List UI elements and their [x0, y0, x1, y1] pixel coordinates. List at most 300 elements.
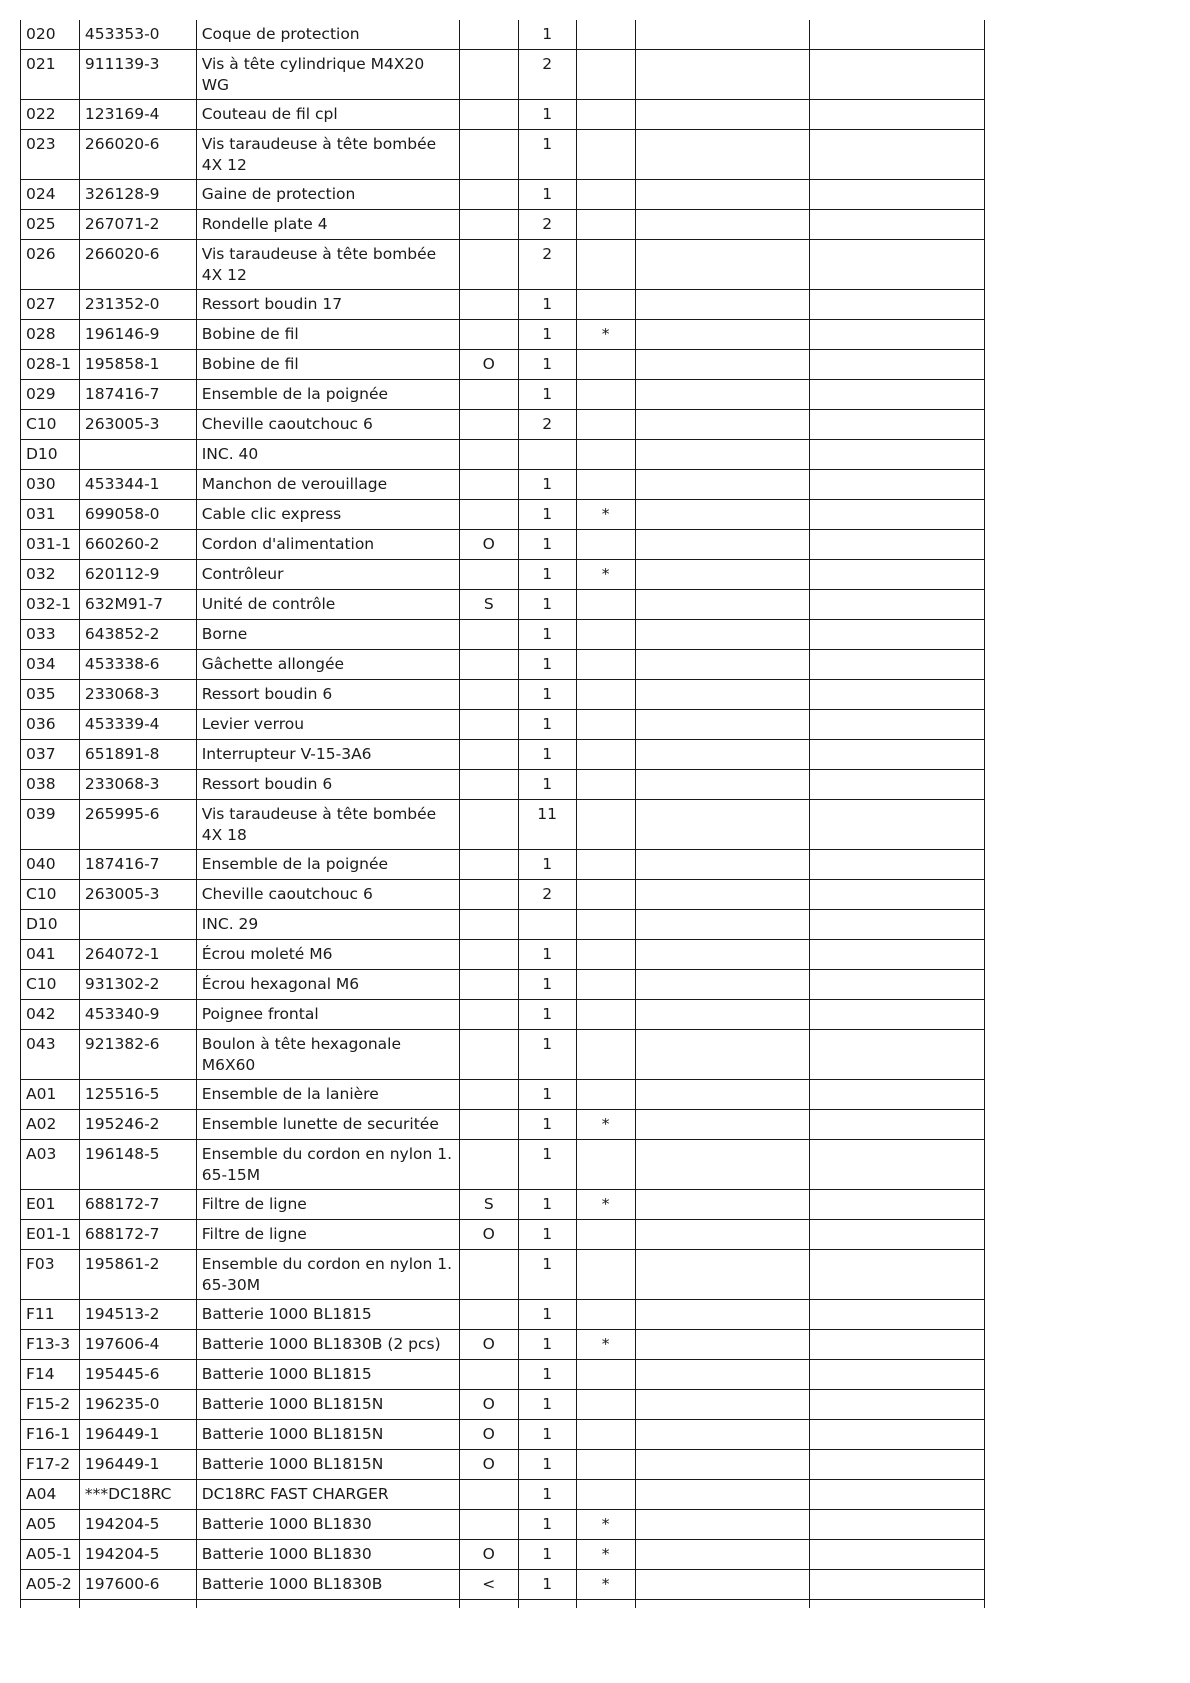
type-code-cell — [459, 1110, 518, 1140]
mark-cell — [576, 20, 635, 50]
empty-cell — [635, 1480, 810, 1510]
empty-cell — [635, 590, 810, 620]
description-cell: Bobine de fil — [196, 320, 459, 350]
empty-cell — [635, 130, 810, 180]
mark-cell — [576, 1030, 635, 1080]
description-cell: INC. 29 — [196, 910, 459, 940]
part-number-cell: 195445-6 — [79, 1360, 196, 1390]
empty-cell — [635, 650, 810, 680]
part-number-cell: 196449-1 — [79, 1420, 196, 1450]
empty-cell — [635, 1220, 810, 1250]
quantity-cell: 1 — [518, 850, 576, 880]
item-number-cell: 030 — [21, 470, 80, 500]
mark-cell — [576, 940, 635, 970]
empty-cell — [635, 680, 810, 710]
table-row — [21, 1510, 985, 1540]
part-number-cell: 125516-5 — [79, 1080, 196, 1110]
empty-cell — [810, 180, 985, 210]
type-code-cell — [459, 970, 518, 1000]
description-cell: Batterie 1000 BL1815N — [196, 1390, 459, 1420]
item-number-cell: 026 — [21, 240, 80, 290]
empty-cell — [810, 1510, 985, 1540]
quantity-cell: 1 — [518, 1140, 576, 1190]
part-number-cell: 620112-9 — [79, 560, 196, 590]
parts-list-page — [20, 20, 985, 1608]
part-number-cell: 194204-5 — [79, 1540, 196, 1570]
table-row — [21, 620, 985, 650]
table-row — [21, 590, 985, 620]
mark-cell — [576, 240, 635, 290]
empty-cell — [635, 440, 810, 470]
empty-cell — [810, 1140, 985, 1190]
description-cell: Vis taraudeuse à tête bombée 4X 12 — [196, 240, 459, 290]
item-number-cell: A02 — [21, 1110, 80, 1140]
table-row — [21, 50, 985, 100]
table-row — [21, 1000, 985, 1030]
mark-cell — [576, 910, 635, 940]
item-number-cell: E01 — [21, 1190, 80, 1220]
description-cell: Borne — [196, 620, 459, 650]
type-code-cell — [459, 440, 518, 470]
description-cell: Poignee frontal — [196, 1000, 459, 1030]
empty-cell — [635, 290, 810, 320]
mark-cell — [576, 380, 635, 410]
type-code-cell — [459, 1250, 518, 1300]
mark-cell — [576, 1480, 635, 1510]
part-number-cell: 195858-1 — [79, 350, 196, 380]
empty-cell — [635, 940, 810, 970]
mark-cell — [576, 1360, 635, 1390]
empty-cell — [810, 530, 985, 560]
type-code-cell — [459, 1300, 518, 1330]
type-code-cell — [459, 320, 518, 350]
type-code-cell — [459, 710, 518, 740]
empty-cell — [635, 1540, 810, 1570]
item-number-cell: E01-1 — [21, 1220, 80, 1250]
empty-cell — [635, 1570, 810, 1600]
quantity-cell: 1 — [518, 770, 576, 800]
quantity-cell: 1 — [518, 940, 576, 970]
mark-cell: * — [576, 560, 635, 590]
quantity-cell: 1 — [518, 1000, 576, 1030]
table-row — [21, 1330, 985, 1360]
part-number-cell: 197600-6 — [79, 1570, 196, 1600]
type-code-cell: O — [459, 1390, 518, 1420]
quantity-cell: 1 — [518, 1220, 576, 1250]
part-number-cell: 123169-4 — [79, 100, 196, 130]
empty-cell — [810, 650, 985, 680]
table-row — [21, 1110, 985, 1140]
mark-cell — [576, 590, 635, 620]
part-number-cell: 233068-3 — [79, 680, 196, 710]
empty-cell — [810, 1330, 985, 1360]
empty-cell — [635, 620, 810, 650]
table-row — [21, 1190, 985, 1220]
type-code-cell: O — [459, 1330, 518, 1360]
description-cell: Batterie 1000 BL1830 — [196, 1540, 459, 1570]
quantity-cell: 1 — [518, 590, 576, 620]
quantity-cell: 1 — [518, 20, 576, 50]
description-cell: Batterie 1000 BL1830B (2 pcs) — [196, 1330, 459, 1360]
item-number-cell: F14 — [21, 1360, 80, 1390]
empty-cell — [635, 560, 810, 590]
empty-cell — [635, 740, 810, 770]
description-cell: Ensemble de la poignée — [196, 380, 459, 410]
description-cell: Ensemble lunette de securitée — [196, 1110, 459, 1140]
item-number-cell: A04 — [21, 1480, 80, 1510]
item-number-cell: 020 — [21, 20, 80, 50]
mark-cell — [576, 350, 635, 380]
empty-cell — [810, 680, 985, 710]
table-row — [21, 1080, 985, 1110]
item-number-cell: A03 — [21, 1140, 80, 1190]
mark-cell — [576, 1220, 635, 1250]
type-code-cell — [459, 180, 518, 210]
quantity-cell: 1 — [518, 180, 576, 210]
empty-cell — [21, 1600, 80, 1609]
empty-cell — [635, 320, 810, 350]
quantity-cell: 1 — [518, 1420, 576, 1450]
empty-cell — [810, 320, 985, 350]
quantity-cell: 1 — [518, 1080, 576, 1110]
type-code-cell — [459, 680, 518, 710]
description-cell: Écrou hexagonal M6 — [196, 970, 459, 1000]
mark-cell — [576, 1450, 635, 1480]
description-cell: Rondelle plate 4 — [196, 210, 459, 240]
empty-cell — [810, 50, 985, 100]
description-cell: Écrou moleté M6 — [196, 940, 459, 970]
table-row — [21, 1030, 985, 1080]
part-number-cell: 264072-1 — [79, 940, 196, 970]
description-cell: Ressort boudin 6 — [196, 680, 459, 710]
table-row — [21, 650, 985, 680]
type-code-cell — [459, 1360, 518, 1390]
empty-cell — [810, 910, 985, 940]
item-number-cell: F15-2 — [21, 1390, 80, 1420]
mark-cell: * — [576, 1510, 635, 1540]
item-number-cell: 043 — [21, 1030, 80, 1080]
table-row — [21, 560, 985, 590]
item-number-cell: A05 — [21, 1510, 80, 1540]
table-row — [21, 180, 985, 210]
quantity-cell: 1 — [518, 1360, 576, 1390]
item-number-cell: 040 — [21, 850, 80, 880]
description-cell: Couteau de fil cpl — [196, 100, 459, 130]
quantity-cell: 1 — [518, 1570, 576, 1600]
table-row — [21, 210, 985, 240]
part-number-cell: 194513-2 — [79, 1300, 196, 1330]
part-number-cell: 187416-7 — [79, 380, 196, 410]
table-row — [21, 800, 985, 850]
item-number-cell: A05-2 — [21, 1570, 80, 1600]
empty-cell — [810, 1080, 985, 1110]
empty-cell — [635, 100, 810, 130]
table-row — [21, 680, 985, 710]
quantity-cell: 1 — [518, 1250, 576, 1300]
empty-cell — [635, 1330, 810, 1360]
empty-cell — [810, 590, 985, 620]
description-cell: Levier verrou — [196, 710, 459, 740]
quantity-cell: 1 — [518, 1030, 576, 1080]
empty-cell — [635, 710, 810, 740]
part-number-cell: 231352-0 — [79, 290, 196, 320]
item-number-cell: 042 — [21, 1000, 80, 1030]
description-cell: Vis taraudeuse à tête bombée 4X 12 — [196, 130, 459, 180]
part-number-cell: 688172-7 — [79, 1220, 196, 1250]
quantity-cell: 1 — [518, 560, 576, 590]
empty-cell — [810, 1570, 985, 1600]
description-cell: Bobine de fil — [196, 350, 459, 380]
type-code-cell — [459, 100, 518, 130]
part-number-cell: 196235-0 — [79, 1390, 196, 1420]
item-number-cell: 028 — [21, 320, 80, 350]
empty-cell — [810, 290, 985, 320]
empty-cell — [576, 1600, 635, 1609]
empty-cell — [810, 850, 985, 880]
empty-cell — [810, 560, 985, 590]
table-row — [21, 910, 985, 940]
empty-cell — [635, 850, 810, 880]
mark-cell — [576, 1000, 635, 1030]
table-row — [21, 290, 985, 320]
empty-cell — [810, 740, 985, 770]
part-number-cell — [79, 440, 196, 470]
table-continuation-row — [21, 1600, 985, 1609]
item-number-cell: 027 — [21, 290, 80, 320]
type-code-cell — [459, 1140, 518, 1190]
empty-cell — [635, 1190, 810, 1220]
table-row — [21, 880, 985, 910]
part-number-cell: 195861-2 — [79, 1250, 196, 1300]
empty-cell — [810, 1000, 985, 1030]
table-row — [21, 1570, 985, 1600]
empty-cell — [810, 1030, 985, 1080]
table-row — [21, 1540, 985, 1570]
empty-cell — [635, 1510, 810, 1540]
item-number-cell: F16-1 — [21, 1420, 80, 1450]
description-cell: Ensemble du cordon en nylon 1. 65-15M — [196, 1140, 459, 1190]
empty-cell — [635, 470, 810, 500]
empty-cell — [810, 130, 985, 180]
quantity-cell: 11 — [518, 800, 576, 850]
part-number-cell: 187416-7 — [79, 850, 196, 880]
description-cell: Ressort boudin 17 — [196, 290, 459, 320]
type-code-cell — [459, 50, 518, 100]
quantity-cell: 1 — [518, 380, 576, 410]
item-number-cell: 036 — [21, 710, 80, 740]
empty-cell — [635, 410, 810, 440]
description-cell: Gâchette allongée — [196, 650, 459, 680]
part-number-cell: 196146-9 — [79, 320, 196, 350]
table-row — [21, 710, 985, 740]
description-cell: INC. 40 — [196, 440, 459, 470]
item-number-cell: 039 — [21, 800, 80, 850]
empty-cell — [635, 1110, 810, 1140]
empty-cell — [810, 1300, 985, 1330]
type-code-cell — [459, 290, 518, 320]
part-number-cell: 453340-9 — [79, 1000, 196, 1030]
item-number-cell: D10 — [21, 440, 80, 470]
empty-cell — [635, 210, 810, 240]
table-row — [21, 1450, 985, 1480]
empty-cell — [635, 1600, 810, 1609]
empty-cell — [810, 710, 985, 740]
quantity-cell: 1 — [518, 470, 576, 500]
item-number-cell: 028-1 — [21, 350, 80, 380]
description-cell: Contrôleur — [196, 560, 459, 590]
part-number-cell: 197606-4 — [79, 1330, 196, 1360]
empty-cell — [810, 350, 985, 380]
part-number-cell: 651891-8 — [79, 740, 196, 770]
description-cell: Unité de contrôle — [196, 590, 459, 620]
empty-cell — [635, 1360, 810, 1390]
table-row — [21, 380, 985, 410]
description-cell: Batterie 1000 BL1815N — [196, 1450, 459, 1480]
quantity-cell: 1 — [518, 620, 576, 650]
part-number-cell: 263005-3 — [79, 410, 196, 440]
part-number-cell: 266020-6 — [79, 130, 196, 180]
part-number-cell: 660260-2 — [79, 530, 196, 560]
mark-cell: * — [576, 320, 635, 350]
type-code-cell: O — [459, 1540, 518, 1570]
description-cell: Filtre de ligne — [196, 1220, 459, 1250]
mark-cell — [576, 770, 635, 800]
part-number-cell: 643852-2 — [79, 620, 196, 650]
type-code-cell — [459, 1000, 518, 1030]
empty-cell — [635, 50, 810, 100]
item-number-cell: 023 — [21, 130, 80, 180]
empty-cell — [518, 1600, 576, 1609]
empty-cell — [810, 470, 985, 500]
type-code-cell — [459, 470, 518, 500]
mark-cell — [576, 410, 635, 440]
type-code-cell — [459, 1030, 518, 1080]
mark-cell — [576, 1390, 635, 1420]
table-row — [21, 130, 985, 180]
empty-cell — [635, 180, 810, 210]
table-row — [21, 1300, 985, 1330]
empty-cell — [810, 1190, 985, 1220]
table-row — [21, 320, 985, 350]
type-code-cell — [459, 500, 518, 530]
part-number-cell: ***DC18RC — [79, 1480, 196, 1510]
part-number-cell: 453338-6 — [79, 650, 196, 680]
empty-cell — [79, 1600, 196, 1609]
quantity-cell: 1 — [518, 650, 576, 680]
quantity-cell: 1 — [518, 320, 576, 350]
description-cell: Ensemble de la poignée — [196, 850, 459, 880]
type-code-cell: O — [459, 350, 518, 380]
type-code-cell — [459, 210, 518, 240]
empty-cell — [635, 1300, 810, 1330]
item-number-cell: F17-2 — [21, 1450, 80, 1480]
empty-cell — [635, 770, 810, 800]
table-row — [21, 1220, 985, 1250]
empty-cell — [810, 20, 985, 50]
type-code-cell: O — [459, 1450, 518, 1480]
mark-cell — [576, 710, 635, 740]
mark-cell: * — [576, 1540, 635, 1570]
empty-cell — [459, 1600, 518, 1609]
mark-cell — [576, 1080, 635, 1110]
mark-cell — [576, 880, 635, 910]
quantity-cell: 1 — [518, 680, 576, 710]
mark-cell — [576, 650, 635, 680]
type-code-cell — [459, 130, 518, 180]
empty-cell — [810, 770, 985, 800]
empty-cell — [635, 530, 810, 560]
table-row — [21, 20, 985, 50]
empty-cell — [635, 500, 810, 530]
type-code-cell: S — [459, 1190, 518, 1220]
mark-cell: * — [576, 1110, 635, 1140]
table-row — [21, 940, 985, 970]
description-cell: Coque de protection — [196, 20, 459, 50]
mark-cell — [576, 530, 635, 560]
empty-cell — [810, 1360, 985, 1390]
type-code-cell — [459, 20, 518, 50]
item-number-cell: 037 — [21, 740, 80, 770]
parts-table-body — [21, 20, 985, 1608]
quantity-cell: 1 — [518, 530, 576, 560]
item-number-cell: F11 — [21, 1300, 80, 1330]
item-number-cell: D10 — [21, 910, 80, 940]
part-number-cell: 233068-3 — [79, 770, 196, 800]
mark-cell — [576, 800, 635, 850]
part-number-cell: 931302-2 — [79, 970, 196, 1000]
mark-cell — [576, 1140, 635, 1190]
type-code-cell — [459, 1080, 518, 1110]
quantity-cell: 1 — [518, 1540, 576, 1570]
quantity-cell: 2 — [518, 240, 576, 290]
part-number-cell: 699058-0 — [79, 500, 196, 530]
empty-cell — [810, 1250, 985, 1300]
table-row — [21, 770, 985, 800]
mark-cell — [576, 1250, 635, 1300]
table-row — [21, 1480, 985, 1510]
empty-cell — [635, 240, 810, 290]
part-number-cell: 195246-2 — [79, 1110, 196, 1140]
quantity-cell: 1 — [518, 290, 576, 320]
mark-cell — [576, 740, 635, 770]
type-code-cell: O — [459, 1220, 518, 1250]
item-number-cell: C10 — [21, 410, 80, 440]
item-number-cell: C10 — [21, 880, 80, 910]
mark-cell — [576, 130, 635, 180]
quantity-cell: 1 — [518, 740, 576, 770]
part-number-cell: 263005-3 — [79, 880, 196, 910]
empty-cell — [635, 1080, 810, 1110]
item-number-cell: 031-1 — [21, 530, 80, 560]
type-code-cell — [459, 620, 518, 650]
empty-cell — [810, 1390, 985, 1420]
description-cell: Filtre de ligne — [196, 1190, 459, 1220]
empty-cell — [635, 1420, 810, 1450]
quantity-cell: 1 — [518, 1300, 576, 1330]
quantity-cell: 1 — [518, 710, 576, 740]
item-number-cell: 034 — [21, 650, 80, 680]
description-cell: Boulon à tête hexagonale M6X60 — [196, 1030, 459, 1080]
mark-cell — [576, 1420, 635, 1450]
type-code-cell — [459, 380, 518, 410]
part-number-cell: 453353-0 — [79, 20, 196, 50]
description-cell: Cheville caoutchouc 6 — [196, 410, 459, 440]
description-cell: Batterie 1000 BL1815 — [196, 1300, 459, 1330]
item-number-cell: 035 — [21, 680, 80, 710]
part-number-cell: 196449-1 — [79, 1450, 196, 1480]
empty-cell — [635, 1250, 810, 1300]
empty-cell — [810, 940, 985, 970]
